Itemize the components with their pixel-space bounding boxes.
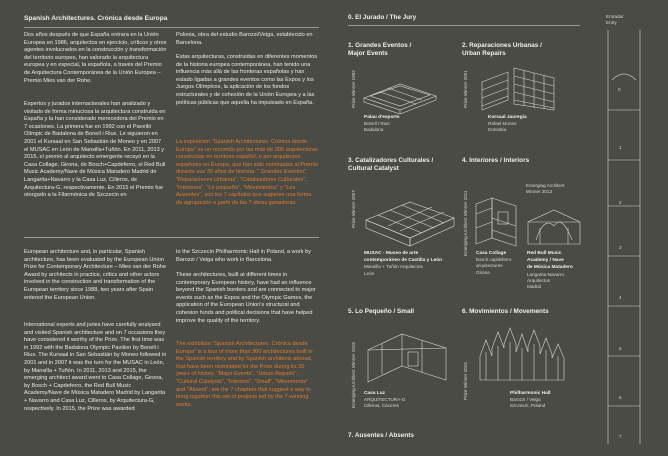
- en-intro-paragraph: European architecture and, in particular, Spanish architecture, has been evaluated by the European Union Prize for Contemporary Architecture – Mies van der Rohe Award by architects in practice, critics and other actors involved in the construction and transformation of the European territory since 1988, two years after Spain entered the European Union.: [24, 249, 167, 301]
- entry-label: Entrada/ Entry: [606, 14, 624, 26]
- es-influence-paragraph: Estas arquitecturas, construidas en diferentes momentos de la historia europea contemporánea, han tenido una influencia más allá de las fronteras españolas y han estado ligadas a grandes eventos como las Expos y los Juegos Olímpicos, la aplicación de los fondos estructurales y de cohesión de la Unión Europea y a las políticas públicas que aquella ha impulsado en España.: [176, 54, 318, 106]
- section-1-caption: Palau d'esports Bonell i Rius Badalona: [364, 115, 400, 133]
- emerging-label: Emerging Architect Winner 2013: [526, 183, 565, 195]
- section-5-title: 5. Lo Pequeño / Small: [348, 308, 415, 315]
- en-influence-paragraph: These architectures, built at different times in contemporary European history, have had an influence beyond the Spanish borders and are connected to major events such as the Expos and the Olympic Games, the application of the European Union's structural and cohesion funds and political decisions that have helped improve the quality of the territory.: [176, 272, 316, 324]
- es-continuation-paragraph: Polonia, obra del estudio Barozzi/Veiga, establecido en Barcelona.: [176, 32, 313, 46]
- section-6-title: 6. Movimientos / Movements: [462, 308, 549, 315]
- es-exhibition-paragraph: La exposición "Spanish Architectures. Crónica desde Europa" es un recorrido por las más de 300 arquitecturas construidas en territorio español, o por arquitectos españoles en Europa, que han sido nominadas al Premio durante sus 30 años de historia. " Grandes Eventos", "Reparaciones Urbanas", "Catalizadores Culturales", "Interiores", "Lo pequeño", "Movimientos" y "Los Ausentes", son los 7 capítulos que sugieren una forma de agrupación a partir de las 7 obras ganadoras.: [176, 139, 319, 206]
- divider: [24, 237, 319, 238]
- red-bull-caption: Red Bull Music Academy / Nave de Música Matadero Langarita-Navarro Arquitectos Madrid: [527, 251, 573, 290]
- section-3-caption: MUSAC - Museo de arte contemporáneo de Castilla y León Mansilla + Tuñón Arquitectos León: [364, 251, 443, 276]
- section-2-vertical-label: Prize Winner 2001: [463, 70, 468, 108]
- en-exhibition-paragraph: The exhibition "Spanish Architectures. Crónica desde Europa" is a tour of more than 300 architectures built in the Spanish territory and by Spanish architects abroad, that have been nominated for the Prize during its 30 years of history. "Major Events", "Urban Repairs", "Cultural Catalysts", "Interiors", "Small", "Movements" and "Absent", are the 7 chapters that suggest a way to bring together this set of projects led by the 7-winning works.: [176, 341, 313, 408]
- philharmonic-drawing: [476, 322, 572, 384]
- palau-esports-drawing: [360, 66, 440, 114]
- section-5-vertical-label: Emerging Architect Winner 2015: [351, 342, 356, 408]
- section-5-caption: Casa Luz ARQUITECTURA-G Cilleros, Cáceres: [364, 391, 406, 409]
- route-scale: [604, 30, 644, 450]
- scale-mark: 1: [619, 145, 622, 150]
- scale-mark: 7: [619, 434, 622, 439]
- musac-drawing: [362, 180, 458, 250]
- kursaal-drawing: [474, 60, 564, 114]
- es-jury-paragraph: Expertos y jurados internacionales han analizado y visitado de forma minuciosa la arquitectura construida en España y la han considerado merecedora del Premio en 7 ocasiones. La primera fue en 1992 con el Pavelló Olímpic de Badalona de Bonell i Rius. Le siguieron en 2001 el Kursaal en San Sebastián de Moneo y en 2007 el MUSAC en León de Mansilla+Tuñón. En 2011, 2013 y 2015, el premio al arquitecto emergente recayó en la Casa Collage, Girona, de Bosch+Capdeferro, el Red Bull Music Academy/Nave de Música Matadero Madrid de Langarita+Navarro y la Casa Luz, Cilleros, de Arquitectura-G, respectivamente. En 2015 el Premio fue otorgado a la Filarmónica de Szczecin en: [24, 101, 166, 199]
- section-1-vertical-label: Prize Winner 1992: [351, 70, 356, 108]
- work-title: Philharmonic Hall: [510, 391, 551, 396]
- section-6-caption: Philharmonic Hall Barozzi / Veiga Szczecin, Poland: [510, 391, 551, 409]
- red-bull-academy-drawing: [526, 196, 582, 248]
- section-6-vertical-label: Prize Winner 2015: [463, 362, 468, 400]
- section-3-title: 3. Catalizadores Culturales / Cultural Catalyst: [348, 157, 434, 172]
- casa-luz-drawing: [362, 326, 454, 386]
- section-3-vertical-label: Prize Winner 2007: [351, 190, 356, 228]
- divider: [24, 27, 319, 28]
- page-title: Spanish Architectures. Crónica desde Europa: [24, 15, 168, 22]
- section-2-title: 2. Reparaciones Urbanas / Urban Repairs: [462, 42, 542, 57]
- scale-mark: 6: [619, 395, 622, 400]
- work-title: Palau d'esports: [364, 115, 400, 120]
- work-title: Red Bull Music: [527, 251, 562, 256]
- section-1-title: 1. Grandes Eventos / Major Events: [348, 42, 412, 57]
- scale-mark: 2: [619, 200, 622, 205]
- casa-collage-drawing: [470, 194, 524, 248]
- scale-mark: 0: [618, 87, 621, 92]
- scale-mark: 5: [619, 346, 622, 351]
- section-7-title: 7. Ausentes / Absents: [348, 432, 414, 439]
- section-4-vertical-label: Emerging Architect Winner 2011: [463, 190, 468, 256]
- es-intro-paragraph: Dos años después de que España entrara en la Unión Europea en 1986, arquitectos en ejercicio, críticos y otros agentes involucrados en la construcción y transformación del territorio europeo, han valorado la arquitectura europea y en especial, la española, a través del Premio de Arquitectura Contemporánea de la Unión Europea – Premio Mies van der Rohe.: [24, 32, 167, 84]
- scale-mark: 4: [619, 295, 622, 300]
- section-4-title: 4. Interiores / Interiors: [462, 157, 530, 164]
- en-continuation-paragraph: to the Szczecin Philharmonic Hall in Poland, a work by Barozzi / Veiga who work in Barcelona.: [176, 249, 311, 263]
- divider: [348, 25, 580, 26]
- work-title: Casa Luz: [364, 391, 386, 396]
- work-title: Kursaal Jauregia: [488, 115, 527, 120]
- scale-mark: 3: [619, 245, 622, 250]
- section-2-caption: Kursaal Jauregia Rafael Moneo Donostia: [488, 115, 527, 133]
- work-title: Casa Collage: [476, 251, 507, 256]
- work-title: MUSAC - Museo de arte: [364, 251, 419, 256]
- jury-heading: 0. El Jurado / The Jury: [348, 14, 417, 21]
- en-jury-paragraph: International experts and juries have carefully analysed and visited Spanish architecture and on 7 occasions they have considered it worthy of the Prize. The first time was in 1992 with the Badalona Olympic Pavilion by Bonell i Rius. The Kursaal in San Sebastián by Moneo followed in 2001 and in 2007 it was the turn for the MUSAC in León, by Mansilla + Tuñón. In 2011, 2013 and 2015, the emerging architect award went to Casa Collage, Girona, by Bosch + Capdeferro, the Red Bull Music Academy/Nave de Música Matadero Madrid by Langarita + Navarro and Casa Luz, Cilleros, by Arquitectura-G, respectively. In 2015, the Prize was awarded: [24, 322, 167, 412]
- casa-collage-caption: Casa Collage bosch.capdeferro arquitectures Girona: [476, 251, 512, 275]
